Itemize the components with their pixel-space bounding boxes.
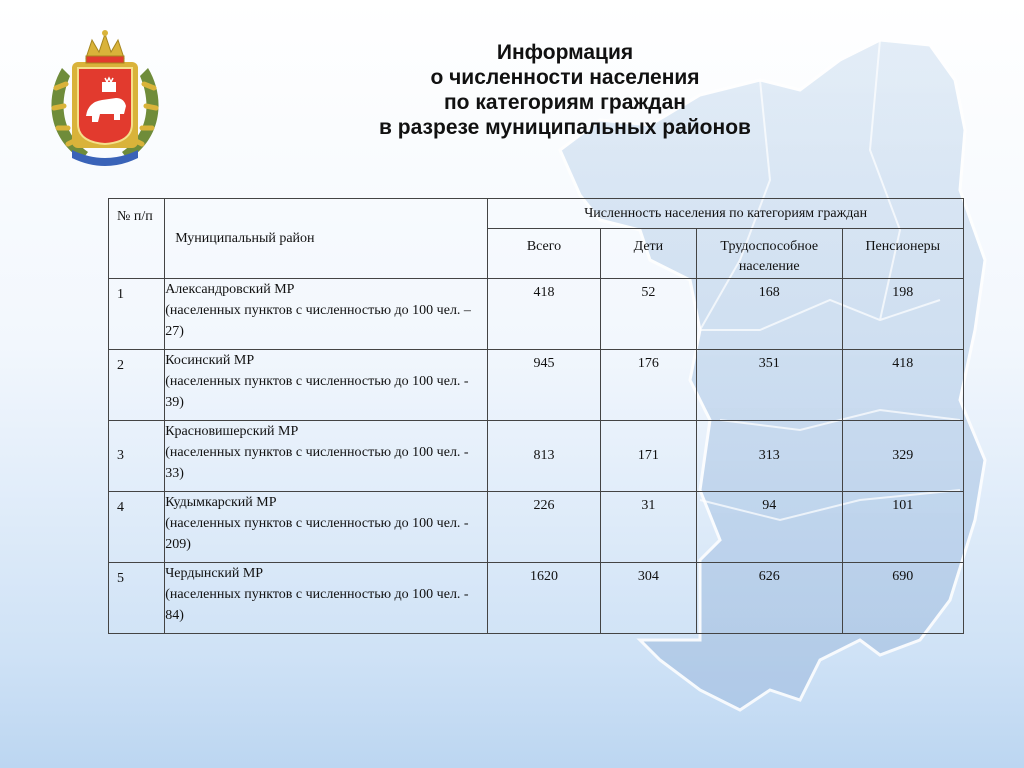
- table-row: [109, 421, 964, 492]
- row-children: 52: [600, 279, 696, 350]
- district-name: Чердынский МР: [165, 566, 264, 581]
- district-note: (населенных пунктов с численностью до 100 чел. - 33): [165, 445, 469, 481]
- row-num: 5: [109, 563, 165, 634]
- table-row: [109, 563, 964, 634]
- row-working: 626: [697, 563, 843, 634]
- coat-of-arms-emblem: [42, 28, 168, 168]
- row-working: 168: [697, 279, 843, 350]
- row-children: 304: [600, 563, 696, 634]
- header-children: Дети: [600, 229, 696, 279]
- slide-title: [330, 40, 800, 140]
- row-total: 1620: [488, 563, 600, 634]
- row-num: 4: [109, 492, 165, 563]
- row-pensioners: 329: [842, 421, 963, 492]
- header-num: № п/п: [109, 199, 165, 279]
- header-district: Муниципальный район: [165, 199, 488, 279]
- row-total: 226: [488, 492, 600, 563]
- population-table: [108, 198, 964, 634]
- row-pensioners: 101: [842, 492, 963, 563]
- row-pensioners: 690: [842, 563, 963, 634]
- row-pensioners: 418: [842, 350, 963, 421]
- row-total: 813: [488, 421, 600, 492]
- table-header-row: [109, 199, 964, 229]
- district-note: (населенных пунктов с численностью до 100 чел. – 27): [165, 303, 471, 339]
- row-children: 176: [600, 350, 696, 421]
- row-total: 945: [488, 350, 600, 421]
- header-working: Трудоспособное население: [697, 229, 843, 279]
- district-note: (населенных пунктов с численностью до 100 чел. - 84): [165, 587, 469, 623]
- table-row: [109, 279, 964, 350]
- row-children: 171: [600, 421, 696, 492]
- row-children: 31: [600, 492, 696, 563]
- title-line-4: в разрезе муниципальных районов: [379, 116, 751, 139]
- district-note: (населенных пунктов с численностью до 100 чел. - 209): [165, 516, 469, 552]
- row-num: 1: [109, 279, 165, 350]
- district-name: Александровский МР: [165, 282, 295, 297]
- district-note: (населенных пунктов с численностью до 100 чел. - 39): [165, 374, 469, 410]
- row-num: 2: [109, 350, 165, 421]
- row-total: 418: [488, 279, 600, 350]
- district-name: Кудымкарский МР: [165, 495, 277, 510]
- table-row: [109, 350, 964, 421]
- row-working: 351: [697, 350, 843, 421]
- row-district: [165, 563, 488, 634]
- row-district: [165, 421, 488, 492]
- district-name: Красновишерский МР: [165, 424, 299, 439]
- title-line-1: Информация: [496, 41, 634, 64]
- row-num: 3: [109, 421, 165, 492]
- row-working: 313: [697, 421, 843, 492]
- header-total: Всего: [488, 229, 600, 279]
- row-district: [165, 350, 488, 421]
- row-pensioners: 198: [842, 279, 963, 350]
- title-line-3: по категориям граждан: [444, 91, 686, 114]
- row-district: [165, 492, 488, 563]
- district-name: Косинский МР: [165, 353, 255, 368]
- title-line-2: о численности населения: [430, 66, 700, 89]
- row-working: 94: [697, 492, 843, 563]
- header-group: Численность населения по категориям граждан: [488, 199, 964, 229]
- table-row: [109, 492, 964, 563]
- header-pensioners: Пенсионеры: [842, 229, 963, 279]
- row-district: [165, 279, 488, 350]
